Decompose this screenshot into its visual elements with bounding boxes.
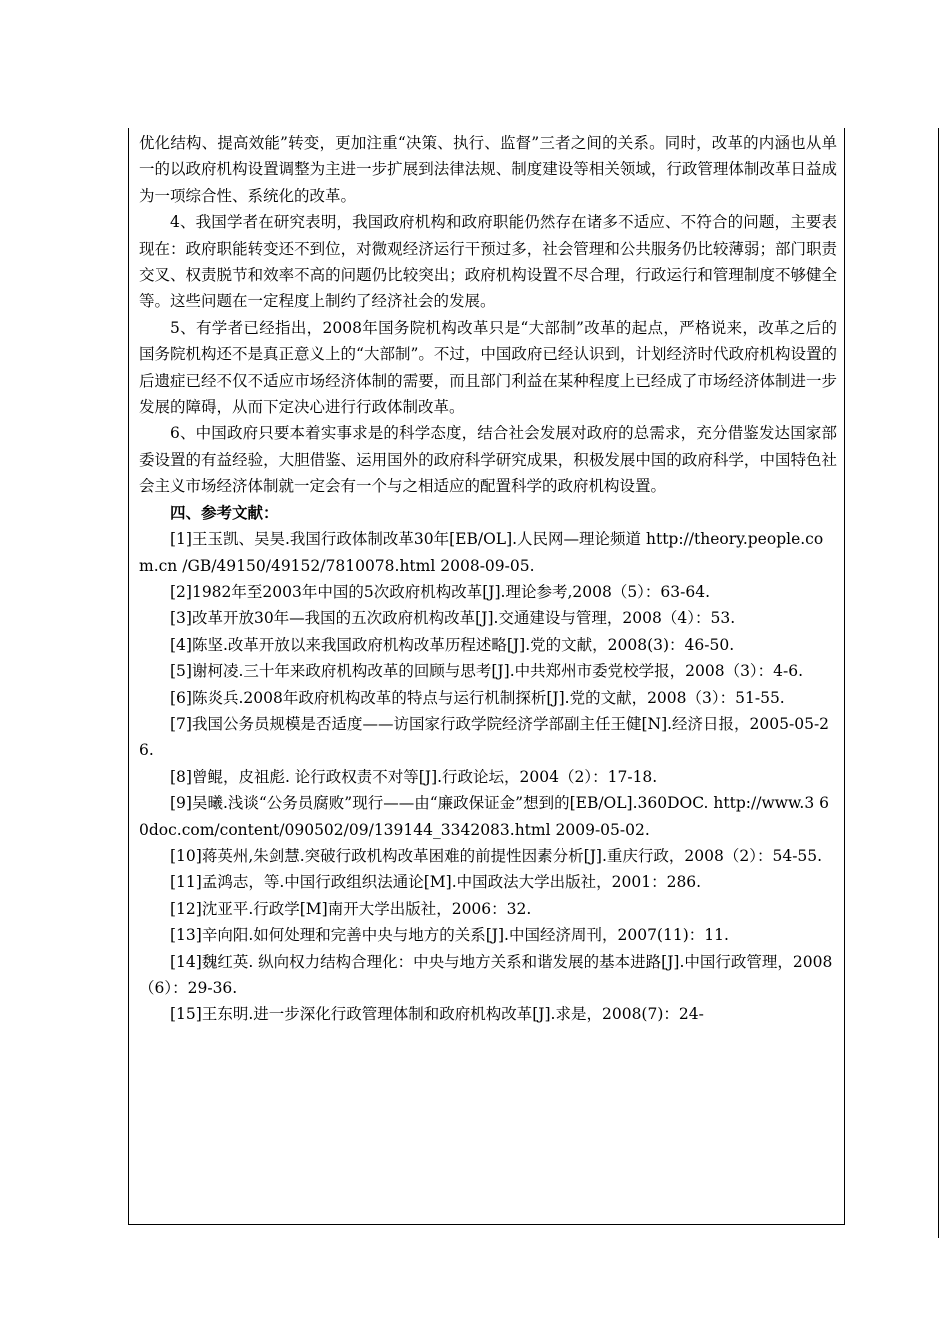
reference-item-9: [9]吴曦.浅谈“公务员腐败”现行——由“廉政保证金”想到的[EB/OL].360DOC. http://www.3 60doc.com/content/090502/09/139144_3342083.html 2009-05-02. — [139, 794, 829, 839]
body-paragraph-2: 4、我国学者在研究表明，我国政府机构和政府职能仍然存在诸多不适应、不符合的问题，主要表现在：政府职能转变还不到位，对微观经济运行干预过多，社会管理和公共服务仍比较薄弱；部门职责交叉、权责脱节和效率不高的问题仍比较突出；政府机构设置不尽合理，行政运行和管理制度不够健全等。这些问题在一定程度上制约了经济社会的发展。 — [139, 213, 837, 311]
section-heading-references: 四、参考文献： — [170, 502, 279, 522]
reference-item-2: [2]1982年至2003年中国的5次政府机构改革[J].理论参考,2008（5）：63-64. — [170, 582, 711, 601]
document-body — [139, 130, 837, 1028]
reference-item-6: [6]陈炎兵.2008年政府机构改革的特点与运行机制探析[J].党的文献，2008（3）：51-55. — [170, 688, 785, 707]
reference-item-14: [14]魏红英. 纵向权力结构合理化：中央与地方关系和谐发展的基本进路[J].中国行政管理，2008（6）：29-36. — [139, 952, 833, 997]
reference-item-10: [10]蒋英州,朱剑慧.突破行政机构改革困难的前提性因素分析[J].重庆行政，2008（2）：54-55. — [170, 846, 823, 865]
reference-item-5: [5]谢柯凌.三十年来政府机构改革的回顾与思考[J].中共郑州市委党校学报，2008（3）：4-6. — [170, 662, 804, 681]
reference-list — [139, 526, 837, 1028]
reference-item-13: [13]辛向阳.如何处理和完善中央与地方的关系[J].中国经济周刊，2007(11)：11. — [170, 926, 729, 945]
reference-item-4: [4]陈坚.改革开放以来我国政府机构改革历程述略[J].党的文献，2008(3)：46-50. — [170, 635, 735, 654]
body-paragraph-4: 6、中国政府只要本着实事求是的科学态度，结合社会发展对政府的总需求，充分借鉴发达国家部委设置的有益经验，大胆借鉴、运用国外的政府科学研究成果，积极发展中国的政府科学，中国特色社会主义市场经济体制就一定会有一个与之相适应的配置科学的政府机构设置。 — [139, 424, 837, 496]
right-edge-line — [938, 128, 939, 1238]
reference-item-8: [8]曾鲲，皮祖彪. 论行政权责不对等[J].行政论坛，2004（2）：17-18. — [170, 767, 658, 786]
reference-item-7: [7]我国公务员规模是否适度——访国家行政学院经济学部副主任王健[N].经济日报，2005-05-26. — [139, 714, 830, 760]
reference-item-11: [11]孟鸿志，等.中国行政组织法通论[M].中国政法大学出版社，2001：286. — [170, 873, 702, 892]
body-paragraph-3: 5、有学者已经指出，2008年国务院机构改革只是“大部制”改革的起点，严格说来，改革之后的国务院机构还不是真正意义上的“大部制”。不过，中国政府已经认识到，计划经济时代政府机构设置的后遗症已经不仅不适应市场经济体制的需要，而且部门利益在某种程度上已经成了市场经济体制进一步发展的障碍，从而下定决心进行行政体制改革。 — [139, 318, 837, 417]
reference-item-12: [12]沈亚平.行政学[M]南开大学出版社，2006：32. — [170, 899, 532, 918]
reference-item-15: [15]王东明.进一步深化行政管理体制和政府机构改革[J].求是，2008(7)：24- — [170, 1005, 704, 1024]
body-paragraph-1: 优化结构、提高效能”转变，更加注重“决策、执行、监督”三者之间的关系。同时，改革的内涵也从单一的以政府机构设置调整为主进一步扩展到法律法规、制度建设等相关领域，行政管理体制改革日益成为一项综合性、系统化的改革。 — [139, 134, 837, 205]
reference-item-1: [1]王玉凯、吴昊.我国行政体制改革30年[EB/OL].人民网—理论频道 http://theory.people.com.cn /GB/49150/49152/7810078.html 2008-09-05. — [139, 530, 824, 575]
reference-item-3: [3]改革开放30年—我国的五次政府机构改革[J].交通建设与管理，2008（4）：53. — [170, 609, 736, 628]
